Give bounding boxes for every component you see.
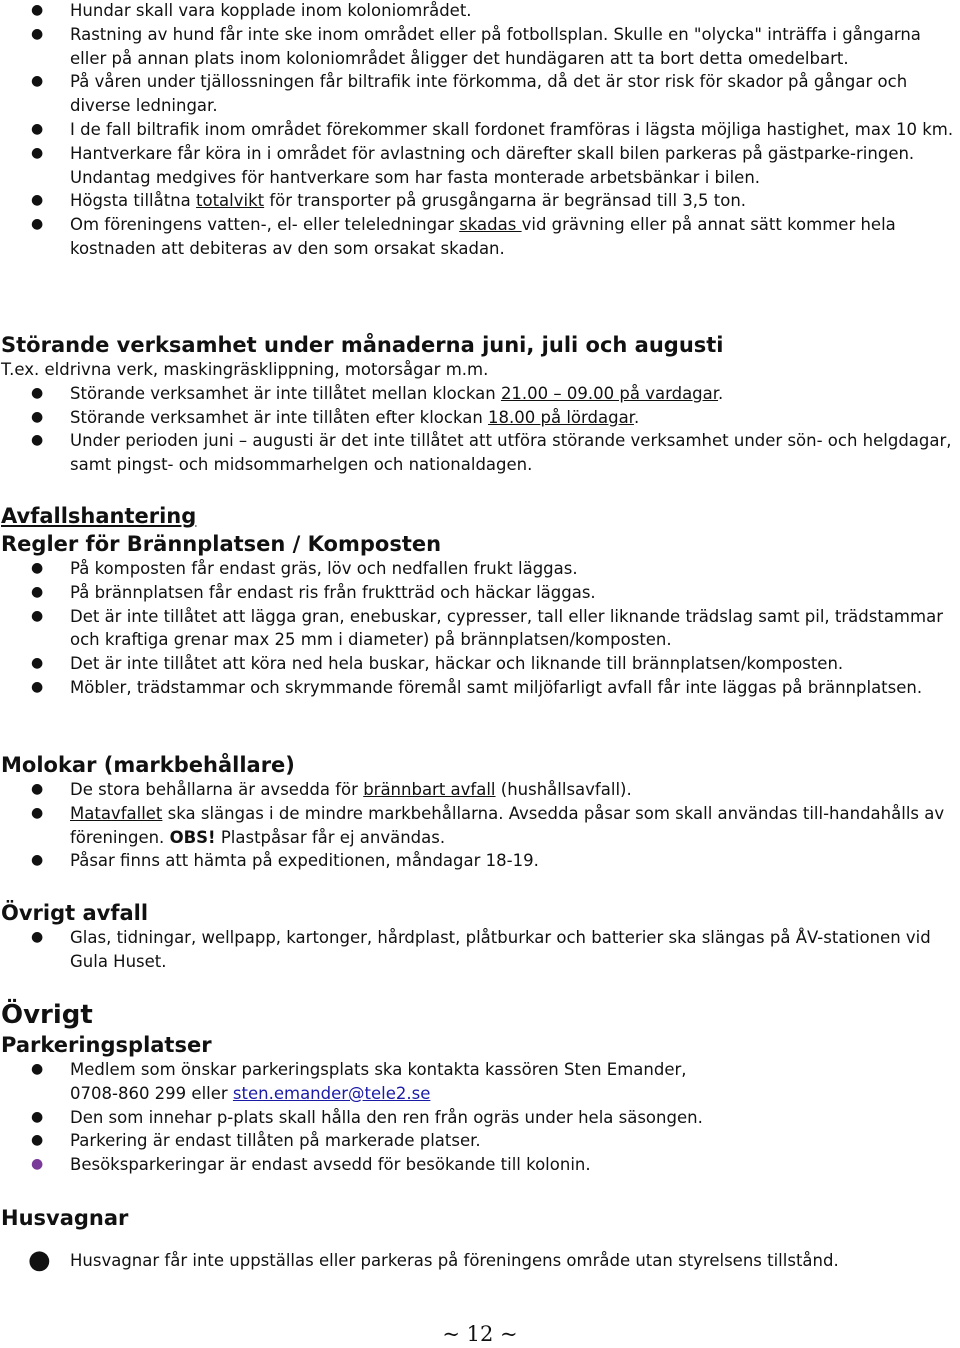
list-item	[0, 1153, 960, 1177]
bullet-icon: ●	[31, 2, 44, 18]
section-intro: T.ex. eldrivna verk, maskingräsklippning, motorsågar m.m.	[1, 360, 489, 379]
bullet-icon: ●	[31, 607, 44, 624]
bullet-icon: ●	[31, 1061, 44, 1077]
list-item	[0, 1129, 960, 1153]
caravans-section	[0, 1205, 960, 1273]
list-item	[0, 1058, 960, 1106]
obs-label: OBS!	[169, 827, 216, 847]
weekday-hours-link[interactable]: 21.00 – 09.00 på vardagar	[500, 383, 719, 403]
list-item-text: Hantverkare får köra in i området för avlastning och därefter skall bilen parkeras på gästparke-ringen. Undantag medgives för hantverkare som har fasta monterade arbetsbänkar i bilen.	[70, 143, 915, 187]
list-item-text: Hundar skall vara kopplade inom koloniområdet.	[70, 1, 472, 20]
text-segment: Plastpåsar får ej användas.	[215, 827, 446, 847]
bullet-icon: ●	[31, 1108, 44, 1125]
list-item	[0, 118, 960, 142]
list-item-text: Påsar finns att hämta på expeditionen, måndagar 18-19.	[70, 851, 539, 871]
list-item	[0, 189, 960, 213]
saturday-hours-link[interactable]: 18.00 på lördagar	[488, 407, 634, 427]
list-item	[0, 429, 960, 477]
skadas-link[interactable]: skadas	[459, 215, 522, 235]
list-item	[0, 581, 960, 605]
list-item-text: Husvagnar får inte uppställas eller parkeras på föreningens område utan styrelsens tillstånd.	[70, 1251, 839, 1270]
bullet-icon: ●	[31, 73, 44, 90]
text-segment: Störande verksamhet är inte tillåtet mellan klockan	[70, 383, 501, 403]
text-segment: De stora behållarna är avsedda för	[70, 780, 364, 799]
list-item-text: På brännplatsen får endast ris från fruktträd och häckar läggas.	[70, 582, 596, 602]
list-item	[0, 605, 960, 653]
bullet-icon: ●	[31, 25, 44, 42]
list-item	[0, 676, 960, 700]
molokar-list	[0, 778, 960, 873]
list-item	[0, 778, 960, 802]
list-item-text: Möbler, trädstammar och skrymmande föremål samt miljöfarligt avfall får inte läggas på brännplatsen.	[70, 677, 923, 697]
list-item-text: Det är inte tillåtet att köra ned hela buskar, häckar och liknande till brännplatsen/komposten.	[70, 654, 844, 674]
bullet-icon: ●	[31, 583, 44, 600]
bullet-icon: ●	[31, 1132, 44, 1149]
section-heading: Molokar (markbehållare)	[1, 753, 295, 777]
disturbing-list	[0, 382, 960, 477]
list-item	[0, 802, 960, 850]
bullet-icon: ●	[31, 216, 44, 233]
molokar-section	[0, 752, 960, 873]
list-item	[0, 849, 960, 873]
email-link[interactable]: sten.emander@tele2.se	[232, 1083, 431, 1103]
caravans-list	[0, 1245, 960, 1275]
section-heading: Husvagnar	[1, 1206, 129, 1230]
bullet-icon: ●	[31, 144, 44, 161]
text-segment: 0708-860 299 eller	[70, 1083, 233, 1103]
bullet-icon: ●	[28, 1245, 51, 1275]
list-item-text: Glas, tidningar, wellpapp, kartonger, hårdplast, plåtburkar och batterier ska slängas på ÅV-stationen vid Gula Huset.	[70, 928, 931, 971]
matavfallet-link[interactable]: Matavfallet	[70, 803, 163, 823]
list-item-text: På våren under tjällossningen får biltrafik inte förkomma, då det är stor risk för skador på gångar och diverse ledningar.	[70, 72, 908, 116]
list-item	[0, 652, 960, 676]
bullet-icon: ●	[31, 432, 44, 449]
rules-list	[0, 0, 960, 261]
text-segment: Störande verksamhet är inte tillåten efter klockan	[70, 407, 489, 427]
bullet-icon: ●	[31, 929, 44, 945]
section-heading: Avfallshantering	[1, 504, 197, 528]
bullet-icon: ●	[31, 781, 44, 797]
list-item	[0, 0, 960, 23]
list-item-text: Den som innehar p-plats skall hålla den ren från ogräs under hela säsongen.	[70, 1107, 703, 1127]
text-segment: vid grävning eller på annat sätt kommer hela kostnaden att debiteras av den som orsakat skadan.	[70, 215, 896, 258]
waste-list	[0, 557, 960, 700]
list-item	[0, 1245, 960, 1275]
waste-section	[0, 503, 960, 700]
section-subheading: Regler för Brännplatsen / Komposten	[1, 532, 442, 556]
list-item-text: På komposten får endast gräs, löv och nedfallen frukt läggas.	[70, 559, 578, 578]
bullet-icon: ●	[31, 804, 44, 821]
totalvikt-link[interactable]: totalvikt	[196, 191, 265, 211]
section-heading: Övrigt	[1, 1000, 93, 1030]
list-item	[0, 23, 960, 71]
other-section	[0, 1000, 960, 1177]
text-segment: Om föreningens vatten-, el- eller teleledningar	[70, 215, 460, 235]
list-item	[0, 213, 960, 261]
bullet-icon: ●	[31, 1156, 44, 1173]
list-item-text: Parkering är endast tillåten på markerade platser.	[70, 1131, 481, 1151]
bullet-icon: ●	[31, 192, 44, 209]
bullet-icon: ●	[31, 852, 44, 869]
parking-list	[0, 1058, 960, 1177]
other-waste-list	[0, 926, 960, 974]
bullet-icon: ●	[31, 560, 44, 576]
disturbing-section	[0, 332, 960, 477]
text-segment: ska slängas i de mindre markbehållarna. Avsedda påsar som skall användas till-handahålls av föreningen.	[70, 803, 945, 847]
list-item	[0, 382, 960, 406]
text-segment: .	[633, 407, 640, 427]
bullet-icon: ●	[31, 408, 44, 425]
brannbart-avfall-link[interactable]: brännbart avfall	[363, 780, 496, 799]
bullet-icon: ●	[31, 678, 44, 695]
bullet-icon: ●	[31, 120, 44, 137]
list-item	[0, 1106, 960, 1130]
page-number: ~ 12 ~	[442, 1322, 518, 1346]
section-subheading: Parkeringsplatser	[1, 1033, 212, 1057]
text-segment: Högsta tillåtna	[70, 191, 197, 211]
text-segment: Medlem som önskar parkeringsplats ska kontakta kassören Sten Emander,	[70, 1060, 687, 1079]
section-heading: Övrigt avfall	[1, 901, 149, 925]
other-waste-section	[0, 900, 960, 974]
text-segment: .	[718, 383, 724, 403]
list-item	[0, 406, 960, 430]
bullet-icon: ●	[31, 655, 44, 672]
list-item	[0, 70, 960, 118]
text-segment: (hushållsavfall).	[495, 780, 632, 799]
list-item-text: Besöksparkeringar är endast avsedd för besökande till kolonin.	[70, 1155, 591, 1175]
section-heading: Störande verksamhet under månaderna juni, juli och augusti	[1, 333, 724, 357]
list-item-text: I de fall biltrafik inom området förekommer skall fordonet framföras i lägsta möjliga hastighet, max 10 km.	[70, 119, 954, 139]
bullet-icon: ●	[31, 384, 44, 401]
list-item	[0, 142, 960, 190]
list-item-text: Det är inte tillåtet att lägga gran, enebuskar, cypresser, tall eller liknande trädslag samt pil, trädstammar och kraftiga grenar max 25 mm i diameter) på brännplatsen/komposten.	[70, 606, 943, 650]
list-item	[0, 926, 960, 974]
list-item-text: Under perioden juni – augusti är det inte tillåtet att utföra störande verksamhet under sön- och helgdagar, samt pingst- och midsommarhelgen och nationaldagen.	[70, 431, 952, 475]
list-item-text: Rastning av hund får inte ske inom området eller på fotbollsplan. Skulle en "olycka" inträffa i gångarna eller på annan plats inom koloniområdet åligger det hundägaren att ta bort detta omedelbart.	[70, 24, 921, 68]
text-segment: för transporter på grusgångarna är begränsad till 3,5 ton.	[264, 191, 747, 211]
list-item	[0, 557, 960, 581]
